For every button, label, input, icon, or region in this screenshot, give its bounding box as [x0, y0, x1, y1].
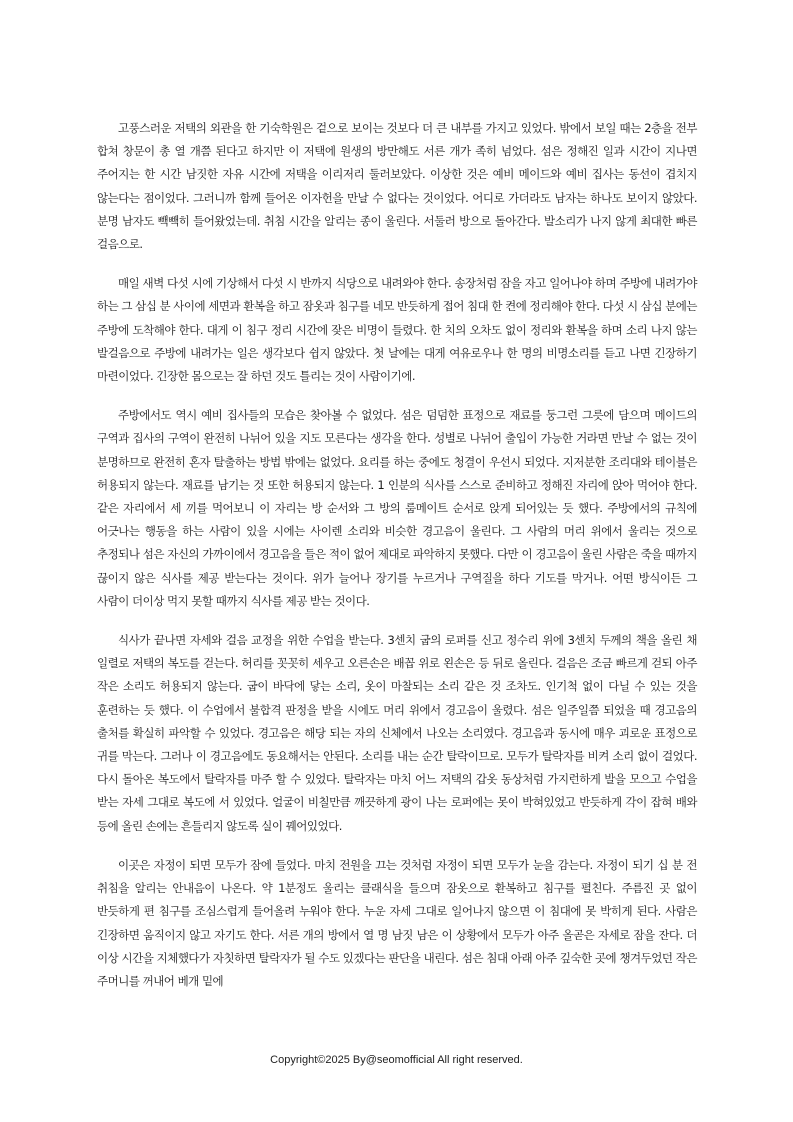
- paragraph-2: 매일 새벽 다섯 시에 기상해서 다섯 시 반까지 식당으로 내려와야 한다. 송장처럼 잠을 자고 일어나야 하며 주방에 내려가야 하는 그 삼십 분 사이에 세면과 환복을 하고 잠옷과 침구를 네모 반듯하게 접어 침대 한 켠에 정리해야 한다. 다섯 시 삼십 분에는 주방에 도착해야 한다. 대게 이 침구 정리 시간에 잦은 비명이 들렸다. 한 치의 오차도 없이 정리와 환복을 하며 소리 나지 않는 발걸음으로 주방에 내려가는 일은 생각보다 쉽지 않았다. 첫 날에는 대게 여유로우나 한 명의 비명소리를 듣고 나면 긴장하기 마련이었다. 긴장한 몸으로는 잘 하던 것도 틀리는 것이 사람이기에.: [97, 276, 697, 384]
- paragraph-3: 주방에서도 역시 예비 집사들의 모습은 찾아볼 수 없었다. 섬은 덤덤한 표정으로 재료를 둥그런 그릇에 담으며 메이드의 구역과 집사의 구역이 완전히 나뉘어 있을 지도 모른다는 생각을 한다. 성별로 나뉘어 출입이 가능한 거라면 만날 수 없는 것이 분명하므로 완전히 혼자 탈출하는 방법 밖에는 없었다. 요리를 하는 중에도 청결이 우선시 되었다. 지저분한 조리대와 테이블은 허용되지 않는다. 재료를 남기는 것 또한 허용되지 않는다. 1 인분의 식사를 스스로 준비하고 정해진 자리에 앉아 먹어야 한다. 같은 자리에서 세 끼를 먹어보니 이 자리는 방 순서와 그 방의 룸메이트 순서로 앉게 되어있는 듯 했다. 주방에서의 규칙에 어긋나는 행동을 하는 사람이 있을 시에는 사이렌 소리와 비슷한 경고음이 울린다. 그 사람의 머리 위에서 울리는 것으로 추정되나 섬은 자신의 가까이에서 경고음을 들은 적이 없어 제대로 파악하지 못했다. 다만 이 경고음이 울린 사람은 죽을 때까지 끊이지 않은 식사를 제공 받는다는 것이다. 위가 늘어나 장기를 누르거나 구역질을 하다 기도를 막거나. 어떤 방식이든 그 사람이 더이상 먹지 못할 때까지 식사를 제공 받는 것이다.: [97, 408, 697, 608]
- paragraph-1: 고풍스러운 저택의 외관을 한 기숙학원은 겉으로 보이는 것보다 더 큰 내부를 가지고 있었다. 밖에서 보일 때는 2층을 전부 합쳐 창문이 총 열 개쯤 된다고 하지만 이 저택에 원생의 방만해도 서른 개가 족히 넘었다. 섬은 정해진 일과 시간이 지나면 주어지는 한 시간 남짓한 자유 시간에 저택을 이리저리 둘러보았다. 이상한 것은 예비 메이드와 예비 집사는 동선이 겹치지 않는다는 점이었다. 그러니까 함께 들어온 이자헌을 만날 수 없다는 것이었다. 어디로 가더라도 남자는 하나도 보이지 않았다. 분명 남자도 빽빽히 들어왔었는데. 취침 시간을 알리는 종이 울린다. 서둘러 방으로 돌아간다. 발소리가 나지 않게 최대한 빠른 걸음으로.: [97, 121, 697, 252]
- copyright-footer: Copyright©2025 By@seomofficial All right reserved.: [270, 1054, 523, 1066]
- body-text: [97, 117, 697, 1009]
- paragraph-4: 식사가 끝나면 자세와 걸음 교정을 위한 수업을 받는다. 3센치 굽의 로퍼를 신고 정수리 위에 3센치 두께의 책을 올린 채 일렬로 저택의 복도를 걷는다. 허리를 꼿꼿히 세우고 오른손은 배꼽 위로 왼손은 등 뒤로 올린다. 걸음은 조금 빠르게 걷되 아주 작은 소리도 허용되지 않는다. 굽이 바닥에 닿는 소리, 옷이 마찰되는 소리 같은 것 조차도. 인기척 없이 다닐 수 있는 것을 훈련하는 듯 했다. 이 수업에서 불합격 판정을 받을 시에도 머리 위에서 경고음이 울렸다. 섬은 일주일쯤 되었을 때 경고음의 출처를 확실히 파악할 수 있었다. 경고음은 해당 되는 자의 신체에서 나오는 소리였다. 경고음과 동시에 매우 괴로운 표정으로 귀를 막는다. 그러나 이 경고음에도 동요해서는 안된다. 소리를 내는 순간 탈락이므로. 모두가 탈락자를 비켜 소리 없이 걸었다. 다시 돌아온 복도에서 탈락자를 마주 할 수 있었다. 탈락자는 마치 어느 저택의 갑옷 동상처럼 가지런하게 발을 모으고 수업을 받는 자세 그대로 복도에 서 있었다. 얼굴이 비칠만큼 깨끗하게 광이 나는 로퍼에는 못이 박혀있었고 반듯하게 각이 잡혀 배와 등에 올린 손에는 흔들리지 않도록 실이 꿰어있었다.: [97, 633, 697, 833]
- paragraph-5: 이곳은 자정이 되면 모두가 잠에 들었다. 마치 전원을 끄는 것처럼 자정이 되면 모두가 눈을 감는다. 자정이 되기 십 분 전 취침을 알리는 안내음이 나온다. 약 1분정도 울리는 클래식을 들으며 잠옷으로 환복하고 침구를 펼친다. 주름진 곳 없이 반듯하게 편 침구를 조심스럽게 들어올려 누워야 한다. 누운 자세 그대로 일어나지 않으면 이 침대에 못 박히게 된다. 사람은 긴장하면 움직이지 않고 자기도 한다. 서른 개의 방에서 열 명 남짓 남은 이 상황에서 모두가 아주 올곧은 자세로 잠을 잔다. 더 이상 시간을 지체했다가 자칫하면 탈락자가 될 수도 있겠다는 판단을 내린다. 섬은 침대 아래 아주 깊숙한 곳에 챙겨두었던 작은 주머니를 꺼내어 베개 밑에: [97, 857, 698, 988]
